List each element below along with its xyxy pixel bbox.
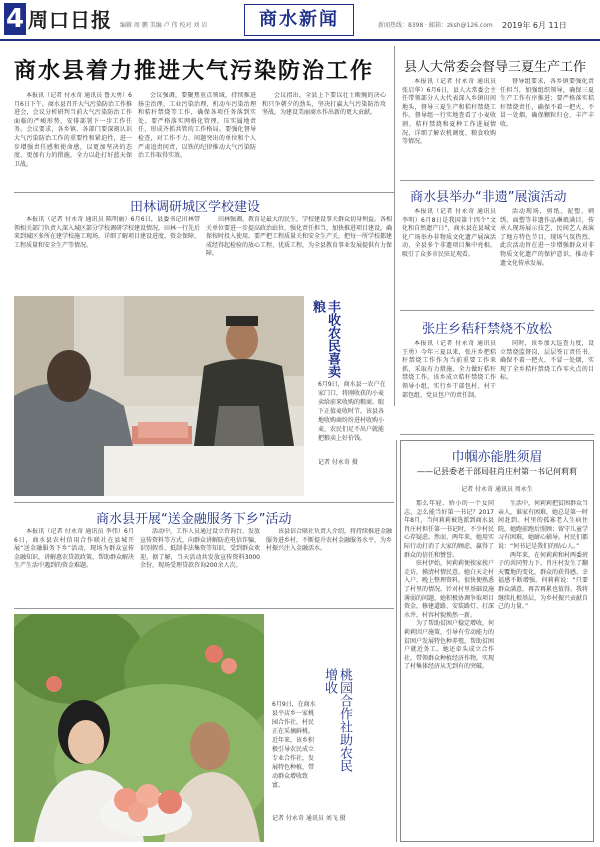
section-rule: [14, 608, 394, 609]
section-rule: [14, 192, 394, 193]
peach-orchard-photo: [14, 614, 264, 842]
section-rule: [400, 180, 594, 181]
orchard-caption-title: 桃园合作社助农民增收: [322, 668, 352, 772]
article-3-col-2: [206, 216, 392, 292]
article-7-col-1: [404, 500, 494, 836]
article-4-col-2: [500, 208, 594, 306]
article-4-headline: 商水县举办“非遗”展演活动: [410, 190, 567, 205]
article-7-para: 那么年轻、娇小的一个女同志，怎么能当好第一书记？2017年8月，当何莉莉被选派到商水县肖庄村担任第一书记时，不少村民心存疑虑。然而，两年来，她用实际行动打消了大家的顾虑，赢得了群众的信任和赞誉。: [404, 500, 494, 559]
article-2-headline: 县人大常委会督导三夏生产工作: [404, 60, 587, 75]
article-1-headline: 商水县着力推进大气污染防治工作: [14, 58, 375, 84]
section-rule: [14, 502, 394, 503]
article-4-para: 活动现场，剪纸、泥塑、刺绣、面塑等非遗作品琳琅满目，传承人现场展示技艺，民间艺人表演了地方特色节目，现场气氛热烈。此次活动旨在进一步增强群众对非物质文化遗产的保护意识，推动非遗文化传承发展。: [500, 208, 594, 267]
article-5-headline: 张庄乡秸秆禁烧不放松: [422, 322, 553, 337]
section-title: 商水新闻: [244, 4, 354, 36]
masthead: [0, 0, 600, 40]
article-1-para: 会议强调，要聚焦重点领域，持续推进扬尘治理、工业污染治理、机动车污染治理和秸秆禁烧等工作，确保各项任务落到实处。要严格落实网格化管理，压实属地责任，形成齐抓共管的工作格局。要强化督导检查，对工作不力、问题突出的单位和个人严肃追责问责，以铁的纪律推动大气污染防治工作取得实效。: [138, 92, 256, 160]
article-3-para: 本报讯（记者 付永奇 通讯员 陈明丽）6月6日，县委书记田林带领相关部门负责人深入城区部分学校调研学校建设情况。田林一行先后来到城区多所在建学校施工现场，详细了解项目建设进度、资金保障、工程质量和安全生产等情况。: [14, 216, 200, 249]
orchard-caption-body: 6月9日，在商水县平店乡一家桃园合作社，村民正在采摘鲜桃。近年来，该乡积极引导农民成立专业合作社，发展特色种植，带动群众增收致富。: [272, 701, 316, 789]
header-rule: [0, 39, 600, 41]
photo-caption-title: 丰收农民喜卖粮: [310, 300, 340, 378]
article-7-col-2: [498, 500, 588, 836]
section-rule: [400, 434, 594, 435]
article-2-para: 督导组要求，各乡镇要强化责任担当，加强组织领导，确保三夏生产工作有序推进；要严格落实秸秆禁烧责任，确保不着一把火、不冒一处烟，确保颗粒归仓、丰产丰收。: [500, 78, 594, 128]
paper-name: 周口日报: [28, 8, 112, 32]
article-1-col-3: [262, 92, 386, 188]
article-7-byline: 记者 付永奇 通讯员 周永生: [461, 486, 533, 493]
article-2-para: 本报讯（记者 付永奇 通讯员 张启华）6月6日，县人大常委会主任带领部分人大代表深入乡镇田间地头，督导三夏生产和秸秆禁烧工作。督导组一行实地查看了小麦收割、秸秆禁烧和夏种工作进展情况，详细了解农机调度、粮食收购等情况。: [402, 78, 496, 146]
article-2-col-2: [500, 78, 594, 176]
article-7-para: 为了帮助贫困户稳定增收，何莉莉因户施策，引导有劳动能力的贫困户发展特色种养殖，帮助贫困户就近务工。她还牵头成立合作社，带领群众种植经济作物，实现了村集体经济从无到有的突破。: [404, 620, 494, 671]
editor-info: 编辑 周 鹏 美编 卢 伟 校对 刘 岩: [120, 22, 208, 29]
article-1-para: 本报讯（记者 付永奇 通讯员 鲁大勇）6月6日下午，商水县召开大气污染防治工作推进会，会议分析研判当前大气污染防治工作面临的严峻形势，安排部署下一步工作任务。会议要求，各乡镇、各部门要深刻认识大气污染防治工作的重要性和紧迫性，进一步增强责任感和使命感，以更加坚决的态度、更加有力的措施，全力以赴打好蓝天保卫战。: [14, 92, 132, 168]
article-3-col-1: [14, 216, 200, 292]
article-4-para: 本报讯（记者 付永奇 通讯员 李明）6月8日是我国第十四个“文化和自然遗产日”，商水县在县城文化广场举办非物质文化遗产展演活动，全县多个非遗项目集中亮相，吸引了众多市民驻足观看。: [402, 208, 496, 258]
issue-date: 2019年 6月 11日: [502, 21, 567, 30]
article-1-col-2: [138, 92, 256, 188]
article-1-para: 会议指出，全县上下要以壮士断腕的决心和只争朝夕的劲头，坚决打赢大气污染防治攻坚战，为建设美丽商水作出新的更大贡献。: [262, 92, 386, 117]
column-divider: [396, 440, 397, 842]
section-rule: [400, 310, 594, 311]
article-3-para: 田林强调，教育是最大的民生，学校建设事关群众切身利益。各相关单位要进一步提高政治站位，强化责任担当，加快推进项目建设，确保按时投入使用。要严把工程质量关和安全生产关，把每一所学校都建成经得起检验的放心工程、优质工程，为全县教育事业发展提供有力保障。: [206, 216, 392, 258]
article-7-para: 两年来，在何莉莉和村两委班子的共同努力下，肖庄村发生了翻天覆地的变化，群众的获得感、幸福感不断增强。何莉莉说：“只要群众满意，再苦再累也值得。我将继续扎根基层，为乡村振兴贡献自己的力量。”: [498, 551, 588, 611]
column-divider: [394, 46, 395, 406]
hotline-info: 新闻热线：8398 · 邮箱：zksh@126.com: [378, 22, 493, 29]
article-1-col-1: [14, 92, 132, 188]
article-6-col-2: [140, 528, 260, 604]
article-4-col-1: [402, 208, 496, 306]
article-7-para: 生活中，何莉莉把贫困群众当亲人，谁家有困难，她总是第一时间赶到。村里的孤寡老人生病住院，她跑前跑后照顾；留守儿童学习有困难，她耐心辅导。村民们都说：“何书记是我们的贴心人。”: [498, 500, 588, 550]
article-5-col-1: [402, 340, 496, 430]
article-7-para: 驻村伊始，何莉莉便挨家挨户走访，摸清村情民意。她白天走村入户、晚上整理资料，很快便熟悉了村里的情况。针对村里基础设施薄弱的问题，她积极协调争取项目资金，修建道路、安装路灯、打深水井，村容村貌焕然一新。: [404, 560, 494, 619]
article-6-col-3: [266, 528, 392, 604]
orchard-photo-credit: 记者 付永奇 通讯员 刘飞 摄: [272, 815, 346, 822]
photo-caption-body: 6月9日，商水县一农户在家门口，将刚收获的小麦卖给前来收购的粮商。眼下正值麦收时节，该县各地收购商纷纷进村收购小麦，农民们足不出户就能把粮卖上好价钱。: [318, 381, 386, 442]
article-5-col-2: [500, 340, 594, 430]
grain-sale-photo: [14, 296, 304, 496]
article-6-para: 活动中，工作人员通过设立咨询台、发放宣传资料等方式，向群众讲解防范电信诈骗、识别假币、抵制非法集资等知识，受到群众欢迎。据了解，当天活动共发放宣传资料3000余份，现场受理贷款咨询200余人次。: [140, 528, 260, 570]
article-6-headline: 商水县开展“送金融服务下乡”活动: [96, 512, 292, 527]
article-7-headline: 巾帼亦能胜须眉: [451, 450, 543, 465]
article-2-col-1: [402, 78, 496, 176]
article-3-headline: 田林调研城区学校建设: [130, 200, 261, 215]
article-7-subheadline: ——记县委老干部局驻肖庄村第一书记何莉莉: [417, 467, 577, 476]
article-6-para: 本报讯（记者 付永奇 通讯员 李伟）6月6日，商水县农村信用合作联社在县城开展“送金融服务下乡”活动，现场为群众宣传金融知识，讲解惠农贷款政策，帮助群众解决生产生活中遇到的资金难题。: [14, 528, 134, 570]
photo-credit: 记者 付永奇 摄: [318, 459, 358, 466]
article-5-para: 本报讯（记者 付永奇 通讯员 王勇）今年三夏以来，张庄乡把秸秆禁烧工作作为当前重要工作来抓，采取有力措施，全力做好秸秆禁烧工作。该乡成立秸秆禁烧工作领导小组，实行乡干部包村、村干部包组、党员包户的责任制。: [402, 340, 496, 399]
article-6-col-1: [14, 528, 134, 604]
article-5-para: 同时，该乡加大巡查力度，设立禁烧监督岗，层层签订责任书，确保不着一把火、不冒一处烟，实现了全乡秸秆禁烧工作零火点的目标。: [500, 340, 594, 382]
page-number: 4: [5, 4, 25, 34]
article-6-para: 该县信合联社负责人介绍，将持续推进金融服务进乡村，不断提升农村金融服务水平，为乡村振兴注入金融活水。: [266, 528, 392, 553]
